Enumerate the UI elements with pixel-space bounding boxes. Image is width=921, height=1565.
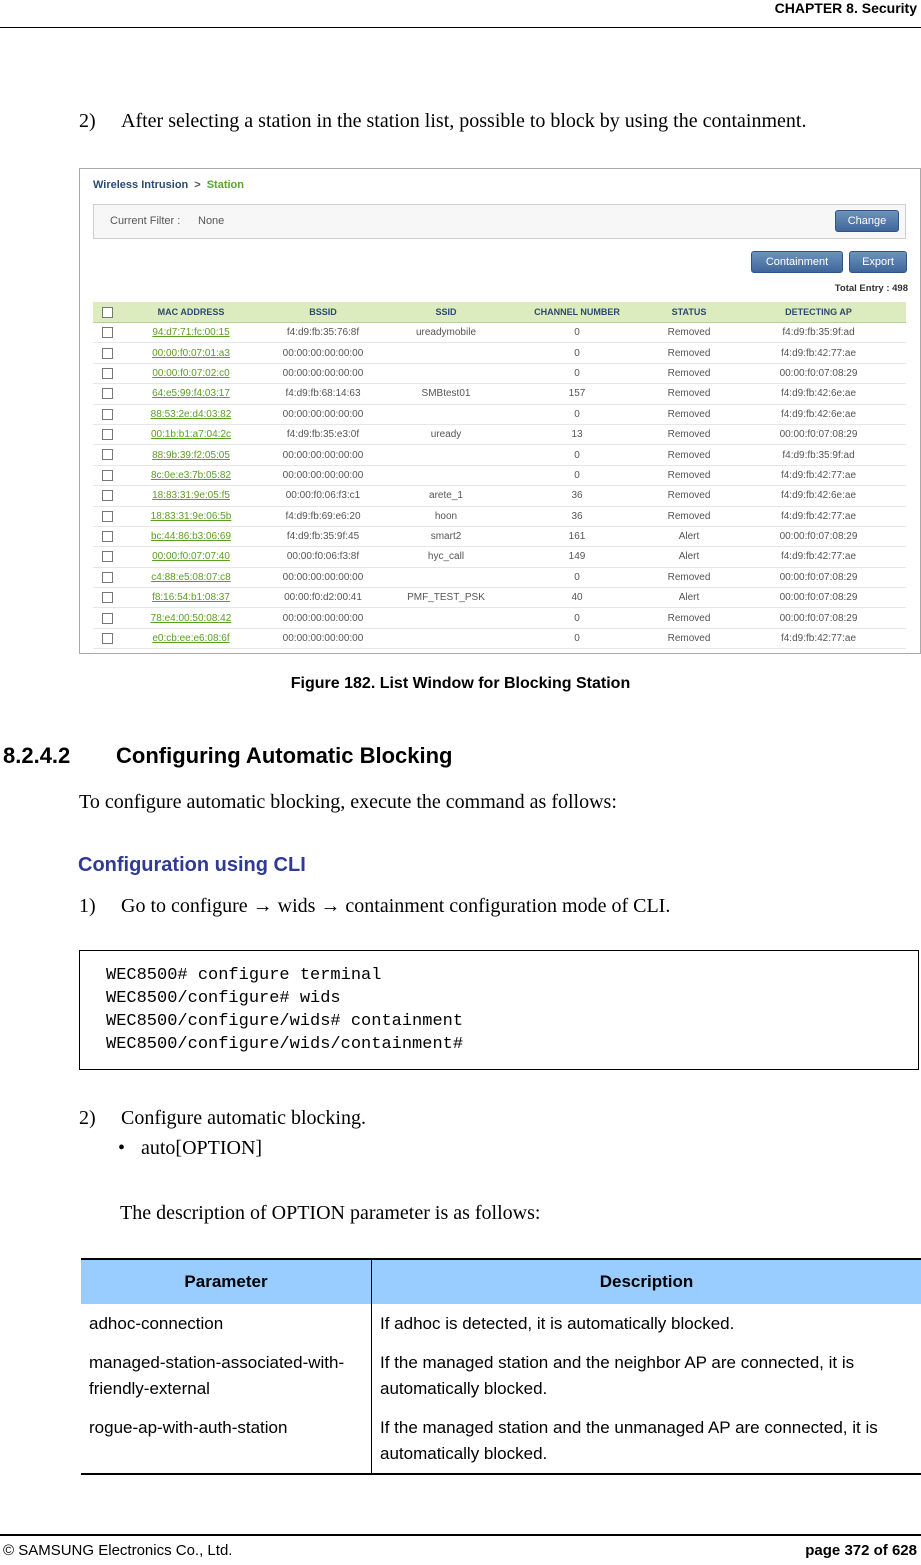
table-row xyxy=(93,424,906,444)
table-header-row xyxy=(81,1259,921,1304)
bssid-cell: 00:00:00:00:00:00 xyxy=(261,404,385,424)
ssid-cell xyxy=(385,465,507,485)
breadcrumb-current: Station xyxy=(206,179,244,191)
export-button[interactable]: Export xyxy=(849,251,907,273)
ssid-cell xyxy=(385,404,507,424)
mac-cell[interactable]: 78:e4:00:50:08:42 xyxy=(121,608,261,628)
row-checkbox-cell xyxy=(93,445,121,465)
table-row xyxy=(93,404,906,424)
col-mac[interactable]: MAC ADDRESS xyxy=(121,302,261,323)
cli-step-2 xyxy=(79,1107,366,1130)
bssid-cell: 00:00:00:00:00:00 xyxy=(261,363,385,383)
status-cell: Removed xyxy=(647,323,731,343)
step-text: Go to configure → wids → containment configuration mode of CLI. xyxy=(121,895,671,917)
mac-cell[interactable]: 8c:0e:e3:7b:05:82 xyxy=(121,465,261,485)
detecting-ap-cell: 00:00:f0:07:08:29 xyxy=(731,608,906,628)
row-checkbox-cell xyxy=(93,628,121,648)
mac-cell[interactable]: 00:00:f0:07:07:40 xyxy=(121,547,261,567)
ssid-cell xyxy=(385,628,507,648)
detecting-ap-cell: f4:d9:fb:42:77:ae xyxy=(731,465,906,485)
mac-cell[interactable]: 94:d7:71:fc:00:15 xyxy=(121,323,261,343)
row-checkbox[interactable] xyxy=(102,572,113,583)
table-row xyxy=(93,567,906,587)
section-heading xyxy=(3,743,453,769)
row-checkbox[interactable] xyxy=(102,511,113,522)
step-2-paragraph xyxy=(79,110,806,133)
channel-cell: 0 xyxy=(507,465,647,485)
bssid-cell: f4:d9:fb:69:e6:20 xyxy=(261,506,385,526)
bssid-cell: 00:00:f0:06:f3:c1 xyxy=(261,486,385,506)
table-row xyxy=(93,465,906,485)
table-row xyxy=(93,526,906,546)
detecting-ap-cell: 00:00:f0:07:08:29 xyxy=(731,363,906,383)
header-description: Description xyxy=(372,1259,921,1304)
table-row xyxy=(93,486,906,506)
status-cell: Removed xyxy=(647,384,731,404)
cli-heading: Configuration using CLI xyxy=(78,854,306,876)
channel-cell: 36 xyxy=(507,486,647,506)
figure-caption: Figure 182. List Window for Blocking Station xyxy=(290,675,631,692)
channel-cell: 0 xyxy=(507,445,647,465)
row-checkbox-cell xyxy=(93,608,121,628)
bssid-cell: 00:00:00:00:00:00 xyxy=(261,445,385,465)
bullet-item xyxy=(118,1137,262,1160)
detecting-ap-cell: 00:00:f0:07:08:29 xyxy=(731,424,906,444)
desc-cell: If the managed station and the unmanaged AP are connected, it is automatically blocked. xyxy=(372,1408,921,1474)
bssid-cell: 00:00:00:00:00:00 xyxy=(261,608,385,628)
desc-cell: If the managed station and the neighbor AP are connected, it is automatically blocked. xyxy=(372,1343,921,1408)
row-checkbox[interactable] xyxy=(102,327,113,338)
table-row xyxy=(93,323,906,343)
row-checkbox[interactable] xyxy=(102,592,113,603)
row-checkbox-cell xyxy=(93,384,121,404)
mac-cell[interactable]: bc:44:86:b3:06:69 xyxy=(121,526,261,546)
chapter-header: CHAPTER 8. Security xyxy=(774,0,917,16)
row-checkbox-cell xyxy=(93,486,121,506)
table-row xyxy=(93,588,906,608)
row-checkbox-cell xyxy=(93,343,121,363)
param-cell: adhoc-connection xyxy=(89,1314,224,1333)
table-row xyxy=(93,628,906,648)
code-block xyxy=(79,950,919,1070)
status-cell: Removed xyxy=(647,363,731,383)
channel-cell: 0 xyxy=(507,323,647,343)
status-cell: Removed xyxy=(647,343,731,363)
bssid-cell: 00:00:f0:06:f3:8f xyxy=(261,547,385,567)
status-cell: Removed xyxy=(647,628,731,648)
breadcrumb-parent[interactable]: Wireless Intrusion xyxy=(93,179,189,191)
select-all-checkbox[interactable] xyxy=(102,307,113,318)
breadcrumb-separator: > xyxy=(194,179,201,191)
channel-cell: 13 xyxy=(507,424,647,444)
row-checkbox-cell xyxy=(93,424,121,444)
channel-cell: 157 xyxy=(507,384,647,404)
param-cell: managed-station-associated-with-friendly-external xyxy=(89,1353,345,1398)
select-all-cell xyxy=(93,302,121,323)
table-row xyxy=(93,445,906,465)
row-checkbox-cell xyxy=(93,567,121,587)
mac-cell[interactable]: e0:cb:ee:e6:08:6f xyxy=(121,628,261,648)
section-title: Configuring Automatic Blocking xyxy=(116,743,453,768)
breadcrumb xyxy=(93,179,244,191)
step-text: Configure automatic blocking. xyxy=(121,1107,366,1129)
station-rows xyxy=(93,323,906,649)
table-row xyxy=(93,608,906,628)
ssid-cell: SMBtest01 xyxy=(385,384,507,404)
ssid-cell xyxy=(385,363,507,383)
mac-cell[interactable]: 18:83:31:9e:06:5b xyxy=(121,506,261,526)
step-number: 1) xyxy=(79,895,96,917)
ssid-cell: hyc_call xyxy=(385,547,507,567)
row-checkbox[interactable] xyxy=(102,368,113,379)
col-ssid[interactable]: SSID xyxy=(385,302,507,323)
row-checkbox[interactable] xyxy=(102,551,113,562)
col-status[interactable]: STATUS xyxy=(647,302,731,323)
containment-button[interactable]: Containment xyxy=(751,251,843,273)
row-checkbox-cell xyxy=(93,404,121,424)
filter-value: None xyxy=(198,215,225,227)
mac-cell[interactable]: c4:88:e5:08:07:c8 xyxy=(121,567,261,587)
table-row xyxy=(93,343,906,363)
row-checkbox[interactable] xyxy=(102,531,113,542)
ssid-cell: smart2 xyxy=(385,526,507,546)
table-row xyxy=(81,1408,921,1474)
table-row xyxy=(93,384,906,404)
code-line: WEC8500# configure terminal xyxy=(106,966,382,985)
channel-cell: 36 xyxy=(507,506,647,526)
filter-bar xyxy=(93,204,906,239)
intro-paragraph: To configure automatic blocking, execute the command as follows: xyxy=(79,791,617,813)
row-checkbox[interactable] xyxy=(102,348,113,359)
header-divider xyxy=(0,27,921,28)
footer-divider xyxy=(0,1534,921,1536)
code-line: WEC8500/configure# wids xyxy=(106,989,341,1008)
step-number: 2) xyxy=(79,110,96,132)
detecting-ap-cell: 00:00:f0:07:08:29 xyxy=(731,588,906,608)
status-cell: Removed xyxy=(647,486,731,506)
row-checkbox[interactable] xyxy=(102,633,113,644)
detecting-ap-cell: f4:d9:fb:42:77:ae xyxy=(731,628,906,648)
row-checkbox[interactable] xyxy=(102,470,113,481)
detecting-ap-cell: 00:00:f0:07:08:29 xyxy=(731,526,906,546)
detecting-ap-cell: f4:d9:fb:35:9f:ad xyxy=(731,323,906,343)
channel-cell: 0 xyxy=(507,608,647,628)
col-channel[interactable]: CHANNEL NUMBER xyxy=(507,302,647,323)
mac-cell[interactable]: 88:53:2e:d4:03:82 xyxy=(121,404,261,424)
mac-cell[interactable]: 00:1b:b1:a7:04:2c xyxy=(121,424,261,444)
row-checkbox[interactable] xyxy=(102,388,113,399)
status-cell: Removed xyxy=(647,465,731,485)
code-line: WEC8500/configure/wids/containment# xyxy=(106,1035,464,1054)
mac-cell[interactable]: 18:83:31:9e:05:f5 xyxy=(121,486,261,506)
table-row xyxy=(93,547,906,567)
channel-cell: 0 xyxy=(507,404,647,424)
detecting-ap-cell: f4:d9:fb:42:77:ae xyxy=(731,547,906,567)
channel-cell: 0 xyxy=(507,343,647,363)
ssid-cell xyxy=(385,608,507,628)
detecting-ap-cell: f4:d9:fb:42:6e:ae xyxy=(731,486,906,506)
row-checkbox[interactable] xyxy=(102,429,113,440)
channel-cell: 0 xyxy=(507,628,647,648)
bssid-cell: f4:d9:fb:68:14:63 xyxy=(261,384,385,404)
status-cell: Removed xyxy=(647,424,731,444)
filter-label: Current Filter : xyxy=(110,215,181,227)
ssid-cell: arete_1 xyxy=(385,486,507,506)
channel-cell: 0 xyxy=(507,363,647,383)
status-cell: Alert xyxy=(647,526,731,546)
row-checkbox[interactable] xyxy=(102,409,113,420)
total-entry: Total Entry : 498 xyxy=(834,283,908,294)
bssid-cell: 00:00:00:00:00:00 xyxy=(261,465,385,485)
station-table xyxy=(93,302,906,649)
mac-cell[interactable]: 00:00:f0:07:02:c0 xyxy=(121,363,261,383)
detecting-ap-cell: f4:d9:fb:42:77:ae xyxy=(731,343,906,363)
bssid-cell: 00:00:00:00:00:00 xyxy=(261,628,385,648)
bssid-cell: 00:00:f0:d2:00:41 xyxy=(261,588,385,608)
ssid-cell: ureadymobile xyxy=(385,323,507,343)
bssid-cell: f4:d9:fb:35:e3:0f xyxy=(261,424,385,444)
bullet-text: auto[OPTION] xyxy=(141,1137,263,1159)
bssid-cell: f4:d9:fb:35:9f:45 xyxy=(261,526,385,546)
status-cell: Alert xyxy=(647,588,731,608)
section-number: 8.2.4.2 xyxy=(3,743,71,768)
cli-step-1 xyxy=(79,895,670,918)
parameter-table xyxy=(81,1258,921,1475)
bssid-cell: f4:d9:fb:35:76:8f xyxy=(261,323,385,343)
ssid-cell xyxy=(385,567,507,587)
ssid-cell: PMF_TEST_PSK xyxy=(385,588,507,608)
bssid-cell: 00:00:00:00:00:00 xyxy=(261,343,385,363)
bullet-dot: • xyxy=(118,1137,126,1159)
step-text: After selecting a station in the station list, possible to block by using the containment. xyxy=(121,110,807,132)
change-filter-button[interactable]: Change xyxy=(835,210,899,232)
detecting-ap-cell: f4:d9:fb:42:6e:ae xyxy=(731,384,906,404)
channel-cell: 40 xyxy=(507,588,647,608)
status-cell: Removed xyxy=(647,608,731,628)
header-parameter: Parameter xyxy=(81,1259,372,1304)
row-checkbox-cell xyxy=(93,363,121,383)
row-checkbox-cell xyxy=(93,547,121,567)
mac-cell[interactable]: 88:9b:39:f2:05:05 xyxy=(121,445,261,465)
channel-cell: 161 xyxy=(507,526,647,546)
detecting-ap-cell: f4:d9:fb:42:6e:ae xyxy=(731,404,906,424)
row-checkbox-cell xyxy=(93,588,121,608)
status-cell: Removed xyxy=(647,404,731,424)
table-row xyxy=(81,1304,921,1343)
row-checkbox-cell xyxy=(93,506,121,526)
col-bssid[interactable]: BSSID xyxy=(261,302,385,323)
ssid-cell: uready xyxy=(385,424,507,444)
channel-cell: 0 xyxy=(507,567,647,587)
step-number: 2) xyxy=(79,1107,96,1129)
desc-cell: If adhoc is detected, it is automatically blocked. xyxy=(372,1304,921,1343)
mac-cell[interactable]: f8:16:54:b1:08:37 xyxy=(121,588,261,608)
mac-cell[interactable]: 00:00:f0:07:01:a3 xyxy=(121,343,261,363)
code-line: WEC8500/configure/wids# containment xyxy=(106,1012,464,1031)
row-checkbox[interactable] xyxy=(102,490,113,501)
mac-cell[interactable]: 64:e5:99:f4:03:17 xyxy=(121,384,261,404)
param-cell: rogue-ap-with-auth-station xyxy=(81,1408,372,1474)
row-checkbox[interactable] xyxy=(102,613,113,624)
table-header-row xyxy=(93,302,906,323)
option-description: The description of OPTION parameter is as follows: xyxy=(120,1202,541,1224)
table-row xyxy=(93,363,906,383)
row-checkbox-cell xyxy=(93,465,121,485)
footer-copyright: © SAMSUNG Electronics Co., Ltd. xyxy=(3,1542,233,1559)
row-checkbox-cell xyxy=(93,323,121,343)
ssid-cell xyxy=(385,445,507,465)
status-cell: Removed xyxy=(647,567,731,587)
footer-page-number: page 372 of 628 xyxy=(805,1542,917,1559)
table-row xyxy=(81,1343,921,1408)
table-row xyxy=(93,506,906,526)
ssid-cell: hoon xyxy=(385,506,507,526)
row-checkbox-cell xyxy=(93,526,121,546)
ssid-cell xyxy=(385,343,507,363)
col-detecting-ap[interactable]: DETECTING AP xyxy=(731,302,906,323)
bssid-cell: 00:00:00:00:00:00 xyxy=(261,567,385,587)
detecting-ap-cell: 00:00:f0:07:08:29 xyxy=(731,567,906,587)
detecting-ap-cell: f4:d9:fb:35:9f:ad xyxy=(731,445,906,465)
row-checkbox[interactable] xyxy=(102,449,113,460)
status-cell: Removed xyxy=(647,506,731,526)
channel-cell: 149 xyxy=(507,547,647,567)
status-cell: Alert xyxy=(647,547,731,567)
detecting-ap-cell: f4:d9:fb:42:77:ae xyxy=(731,506,906,526)
station-list-screenshot xyxy=(79,168,921,654)
status-cell: Removed xyxy=(647,445,731,465)
